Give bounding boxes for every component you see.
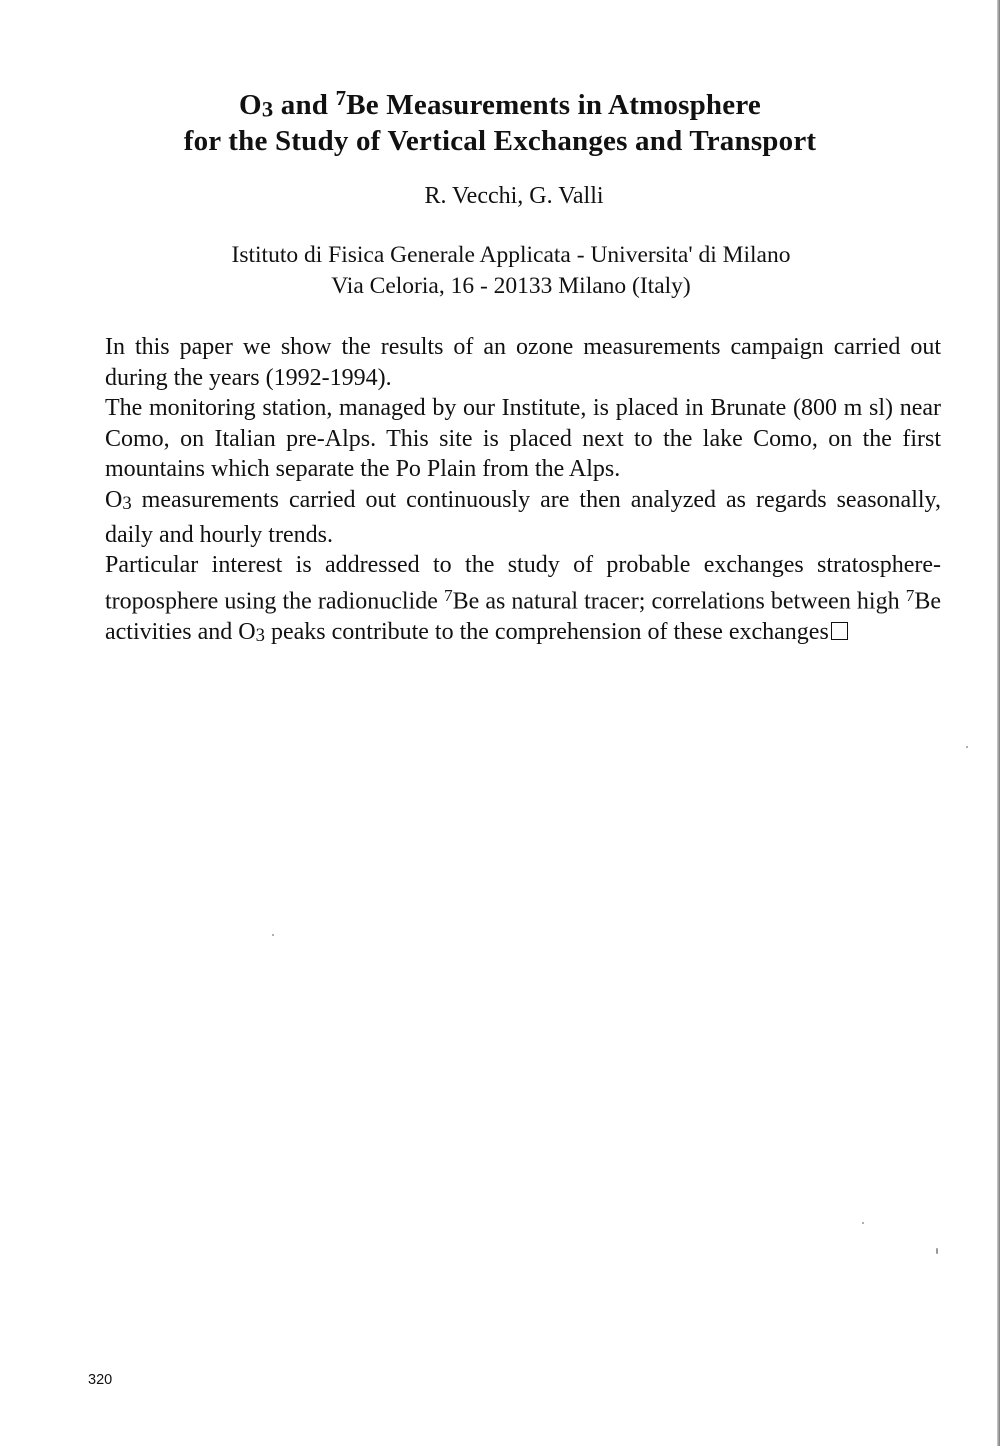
abstract-paragraph-1: In this paper we show the results of an ozone measurements campaign carried out during the years (1992-1994). — [105, 334, 941, 391]
title-line-2: for the Study of Vertical Exchanges and Transport — [183, 125, 817, 158]
abstract-paragraph-4-part-b: Be as natural tracer; correlations between high — [452, 588, 906, 615]
abstract-paragraph-2: The monitoring station, managed by our Institute, is placed in Brunate (800 m sl) near Como, on Italian pre-Alps. This site is placed next to the lake Como, on the first mountains which separate the Po Plain from the Alps. — [105, 395, 941, 483]
abstract — [105, 332, 941, 652]
abstract-o: O — [105, 486, 123, 513]
abstract-paragraph-4-part-a: Particular interest is addressed to the study of probable exchanges stratosphere-troposphere using the radionuclide — [105, 552, 941, 615]
abstract-be-superscript-2: 7 — [905, 585, 915, 605]
abstract-o-subscript: 3 — [122, 493, 132, 515]
scan-speck — [862, 1222, 864, 1224]
affiliation — [0, 240, 1000, 302]
authors: R. Vecchi, G. Valli — [424, 183, 604, 209]
scan-speck — [936, 1248, 938, 1254]
title-and: and — [273, 88, 336, 121]
missing-glyph-box-icon — [831, 622, 848, 640]
paper-title — [0, 82, 1000, 158]
abstract-paragraph-4-part-c: Be activities and O — [105, 588, 941, 645]
page-number: 320 — [88, 1372, 113, 1388]
abstract-o-subscript-2: 3 — [255, 625, 265, 647]
title-o-subscript: 3 — [261, 96, 274, 122]
abstract-paragraph-4 — [105, 550, 941, 651]
abstract-paragraph-3-text: measurements carried out continuously are then analyzed as regards seasonally, daily and hourly trends. — [105, 486, 941, 548]
affiliation-institute: Istituto di Fisica Generale Applicata - Universita' di Milano — [231, 242, 791, 268]
abstract-be-superscript-1: 7 — [443, 585, 453, 605]
affiliation-address: Via Celoria, 16 - 20133 Milano (Italy) — [331, 273, 691, 299]
title-o: O — [239, 88, 262, 121]
title-line-1-rest: Be Measurements in Atmosphere — [346, 88, 761, 121]
scan-speck — [272, 934, 274, 936]
abstract-paragraph-3 — [105, 485, 941, 550]
title-be-superscript: 7 — [335, 86, 347, 110]
scan-speck — [966, 746, 968, 748]
title-line-1 — [0, 82, 1000, 125]
abstract-paragraph-4-part-d: peaks contribute to the comprehension of these exchanges — [264, 618, 829, 645]
